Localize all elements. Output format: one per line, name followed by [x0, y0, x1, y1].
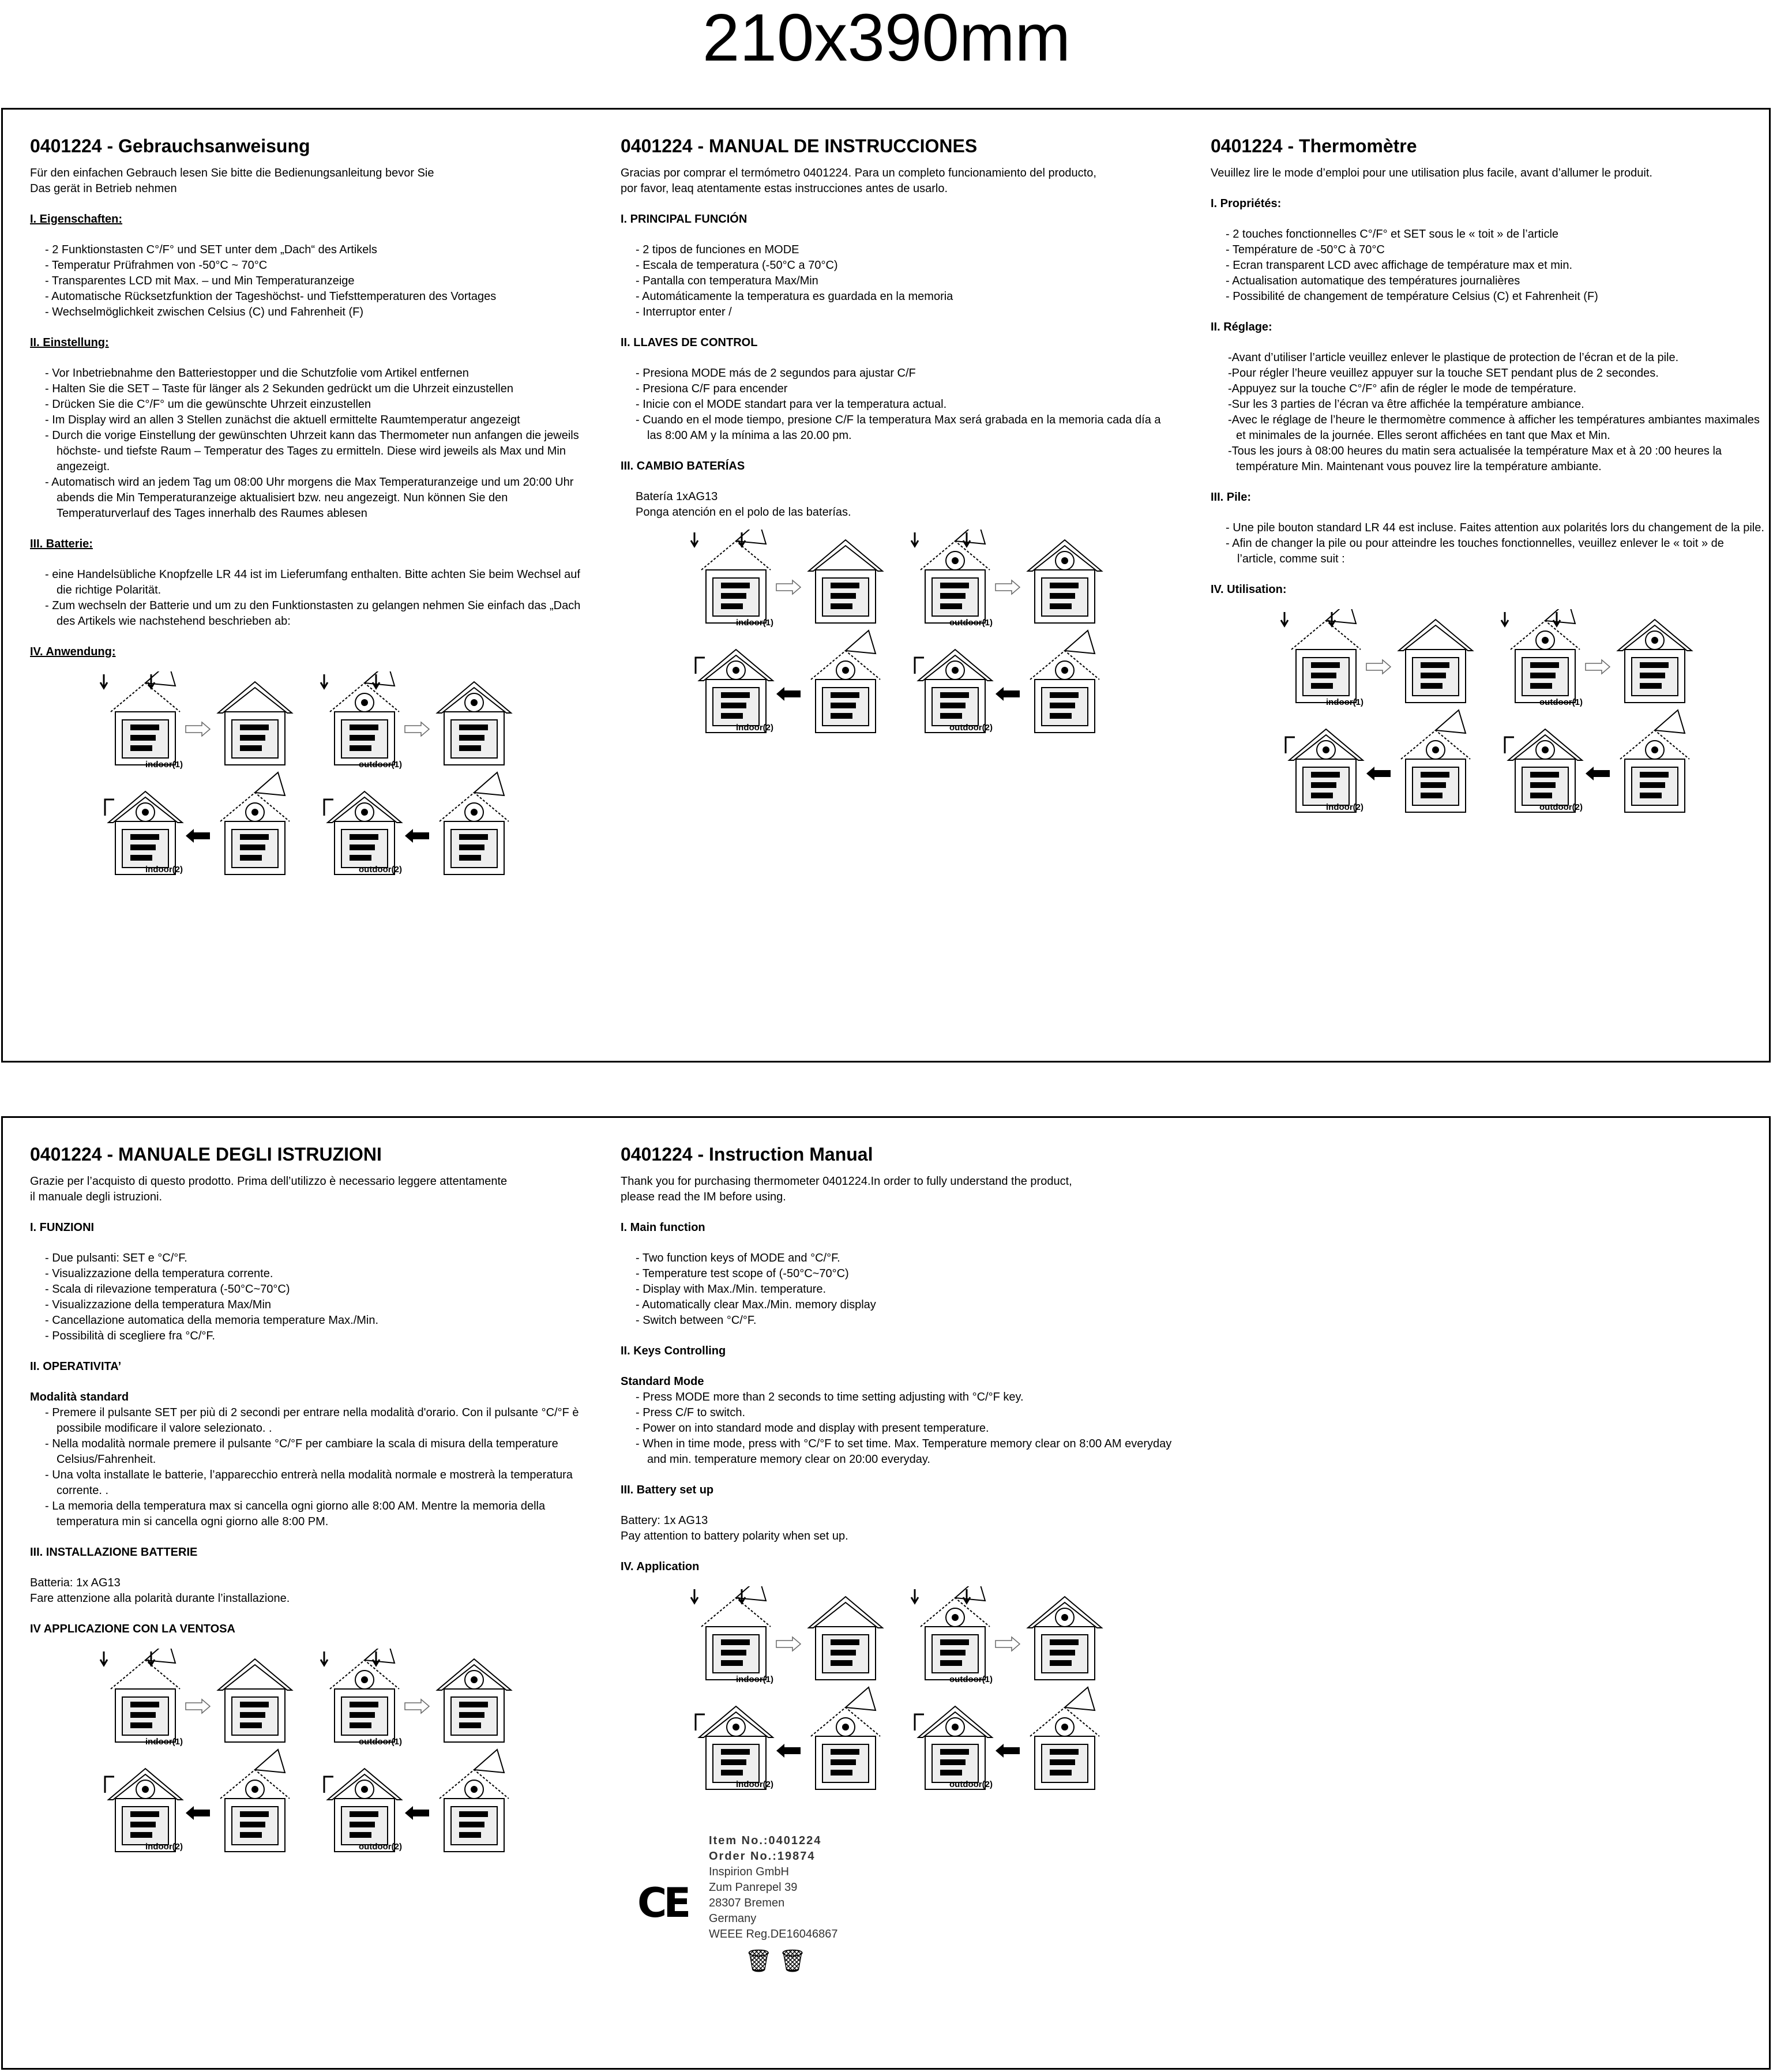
item-number: Item No.:0401224 — [709, 1834, 822, 1847]
list-item: - Wechselmöglichkeit zwischen Celsius (C) und Fahrenheit (F) — [30, 305, 584, 320]
list-item: - Automatische Rücksetzfunktion der Tageshöchst- und Tiefsttemperaturen des Vortages — [30, 289, 584, 305]
spanish-section-2-title: II. LLAVES DE CONTROL — [621, 336, 758, 349]
ce-mark-icon: CE — [637, 1879, 688, 1927]
list-item: - Escala de temperatura (-50°C a 70°C) — [621, 258, 1174, 273]
italian-section-1-title: I. FUNZIONI — [30, 1221, 95, 1234]
italian-heading: 0401224 - MANUALE DEGLI ISTRUZIONI — [30, 1144, 382, 1165]
roof-removal-diagram — [1280, 609, 1695, 817]
list-item: - Afin de changer la pile ou pour atteindre les touches fonctionnelles, veuillez enlever le « toit » de l’article, comme suit : — [1211, 536, 1764, 567]
italian-battery-text: Batteria: 1x AG13 Fare attenzione alla polarità durante l’installazione. — [30, 1576, 290, 1605]
german-section-4-title: IV. Anwendung: — [30, 645, 116, 658]
manufacturer-imprint — [709, 1833, 837, 1942]
french-section-4-title: IV. Utilisation: — [1211, 583, 1287, 596]
diagram-label-outdoor2: outdoor(2) — [949, 1780, 993, 1789]
list-item: - Vor Inbetriebnahme den Batteriestopper und die Schutzfolie vom Artikel entfernen — [30, 366, 584, 381]
english-heading: 0401224 - Instruction Manual — [621, 1144, 873, 1165]
list-item: - Display with Max./Min. temperature. — [621, 1282, 1174, 1297]
english-functions-list — [621, 1251, 1174, 1328]
weee-registration: WEEE Reg.DE16046867 — [709, 1928, 838, 1940]
german-section-3-title: III. Batterie: — [30, 538, 93, 550]
english-section-1-title: I. Main function — [621, 1221, 705, 1234]
list-item: -Pour régler l’heure veuillez appuyer sur la touche SET pendant plus de 2 secondes. — [1228, 367, 1659, 380]
diagram-label-outdoor2: outdoor(2) — [1539, 802, 1583, 812]
page-title: 210x390mm — [702, 0, 1071, 75]
italian-section-4-title: IV APPLICAZIONE CON LA VENTOSA — [30, 1623, 235, 1635]
german-features-list — [30, 242, 584, 320]
list-item: - Temperature test scope of (-50°C~70°C) — [621, 1266, 1174, 1282]
diagram-label-indoor1: indoor(1) — [145, 1737, 183, 1747]
list-item: -Avec le réglage de l’heure le thermomètre commence à afficher les températures ambiantes maximales et minimales de la journée. Elles seront affichées en tant que Max et Min. — [1228, 414, 1760, 442]
list-item: - Visualizzazione della temperatura corrente. — [30, 1266, 584, 1282]
french-settings-list — [1211, 350, 1764, 475]
german-section-1-title: I. Eigenschaften: — [30, 213, 123, 226]
list-item: - Transparentes LCD mit Max. – und Min Temperaturanzeige — [30, 273, 584, 289]
list-item: - Two function keys of MODE and °C/°F. — [621, 1251, 1174, 1266]
diagram-label-indoor1: indoor(1) — [736, 1675, 773, 1684]
list-item: - eine Handelsübliche Knopfzelle LR 44 ist im Lieferumfang enthalten. Bitte achten Sie beim Wechsel auf die richtige Polarität. — [30, 567, 584, 598]
diagram-label-indoor2: indoor(2) — [1326, 802, 1363, 812]
diagram-label-indoor1: indoor(1) — [736, 618, 773, 628]
list-item: -Sur les 3 parties de l’écran va être affichée la température ambiance. — [1228, 398, 1584, 411]
list-item: - Cancellazione automatica della memoria temperature Max./Min. — [30, 1313, 584, 1328]
list-item: - Scala di rilevazione temperatura (-50°C~70°C) — [30, 1282, 584, 1297]
list-item: -Appuyez sur la touche C°/F° afin de régler le mode de température. — [1228, 382, 1577, 395]
list-item: - Température de -50°C à 70°C — [1211, 242, 1764, 258]
list-item: - Switch between °C/°F. — [621, 1313, 1174, 1328]
list-item: - Cuando en el mode tiempo, presione C/F la temperatura Max será grabada en la memoria cada día a las 8:00 AM y la mínima a las 20.00 pm. — [621, 412, 1174, 444]
english-section-3-title: III. Battery set up — [621, 1484, 714, 1496]
diagram-label-indoor1: indoor(1) — [1326, 697, 1363, 707]
list-item: - Actualisation automatique des températures journalières — [1211, 273, 1764, 289]
list-item: - Presiona C/F para encender — [621, 381, 1174, 397]
french-intro: Veuillez lire le mode d’emploi pour une utilisation plus facile, avant d’allumer le produit. — [1211, 167, 1652, 179]
list-item: - Premere il pulsante SET per più di 2 secondi per entrare nella modalità d'orario. Con il pulsante °C/°F è possibile modificare il valore selezionato. . — [30, 1405, 584, 1436]
list-item: - Nella modalità normale premere il pulsante °C/°F per cambiare la scala di misura della temperature Celsius/Fahrenheit. — [30, 1436, 584, 1467]
french-section-1-title: I. Propriétés: — [1211, 197, 1282, 210]
german-battery-list — [30, 567, 584, 629]
german-section-2-title: II. Einstellung: — [30, 336, 109, 349]
english-section-2-title: II. Keys Controlling — [621, 1345, 726, 1357]
list-item: - Durch die vorige Einstellung der gewünschten Uhrzeit kann das Thermometer nun anfangen die jeweils höchste- und tiefste Raum – Temperatur des Tages zu ermitteln. Diese wird jeweils als Max und Min angezeigt. — [30, 428, 584, 475]
roof-removal-diagram — [690, 1586, 1105, 1794]
english-keys-list — [621, 1390, 1174, 1467]
list-item: - Pantalla con temperatura Max/Min — [621, 273, 1174, 289]
italian-standard-mode-title: Modalità standard — [30, 1391, 129, 1403]
crossed-bin-icon: 🗑 🗑 — [745, 1949, 807, 1973]
french-section-3-title: III. Pile: — [1211, 491, 1252, 504]
diagram-label-outdoor2: outdoor(2) — [359, 1842, 402, 1852]
spanish-heading: 0401224 - MANUAL DE INSTRUCCIONES — [621, 136, 978, 156]
roof-removal-diagram — [690, 530, 1105, 737]
spanish-battery-text: Batería 1xAG13 Ponga atención en el polo de las baterías. — [636, 490, 851, 519]
list-item: - Possibilité de changement de température Celsius (C) et Fahrenheit (F) — [1211, 289, 1764, 305]
spanish-functions-list — [621, 242, 1174, 320]
diagram-label-indoor2: indoor(2) — [736, 723, 773, 733]
list-item: - Ecran transparent LCD avec affichage de température max et min. — [1211, 258, 1764, 273]
list-item: -Avant d’utiliser l’article veuillez enlever le plastique de protection de l’écran et de la pile. — [1228, 351, 1679, 364]
german-heading: 0401224 - Gebrauchsanweisung — [30, 136, 310, 156]
city-address: 28307 Bremen — [709, 1897, 785, 1909]
diagram-label-indoor2: indoor(2) — [736, 1780, 773, 1789]
italian-section-2-title: II. OPERATIVITA’ — [30, 1360, 122, 1373]
list-item: - Automáticamente la temperatura es guardada en la memoria — [621, 289, 1174, 305]
list-item: - Drücken Sie die C°/F° um die gewünschte Uhrzeit einzustellen — [30, 397, 584, 412]
list-item: - Automatisch wird an jedem Tag um 08:00 Uhr morgens die Max Temperaturanzeige und um 20:00 Uhr abends die Min Temperaturanzeige aktualisiert bzw. neu angezeigt. Nun können Sie den Temperaturverlauf des Tages innerhalb des Raumes ablesen — [30, 475, 584, 521]
country: Germany — [709, 1912, 757, 1925]
list-item: -Tous les jours à 08:00 heures du matin sera actualisée la température Max et à 20 :00 heures la température Min. Maintenant vous pouvez lire la température ambiante. — [1228, 445, 1722, 473]
list-item: - 2 touches fonctionnelles C°/F° et SET sous le « toit » de l’article — [1211, 227, 1764, 242]
diagram-label-indoor2: indoor(2) — [145, 865, 183, 874]
instruction-sheet-2 — [1, 1116, 1771, 2070]
list-item: - Una volta installate le batterie, l’apparecchio entrerà nella modalità normale e mostrerà la temperatura corrente. . — [30, 1467, 584, 1499]
italian-section-3-title: III. INSTALLAZIONE BATTERIE — [30, 1546, 198, 1559]
english-section-4-title: IV. Application — [621, 1560, 700, 1573]
list-item: - Une pile bouton standard LR 44 est incluse. Faites attention aux polarités lors du changement de la pile. — [1211, 520, 1764, 536]
english-intro: Thank you for purchasing thermometer 0401224.In order to fully understand the product, please read the IM before using. — [621, 1175, 1072, 1203]
list-item: - Automatically clear Max./Min. memory display — [621, 1297, 1174, 1313]
italian-operation-list — [30, 1405, 584, 1530]
list-item: - When in time mode, press with °C/°F to set time. Max. Temperature memory clear on 8:00 AM everyday and min. temperature memory clear on 20:00 everyday. — [621, 1436, 1174, 1467]
spanish-section-1-title: I. PRINCIPAL FUNCIÓN — [621, 213, 747, 226]
french-section-2-title: II. Réglage: — [1211, 321, 1272, 333]
instruction-sheet-1 — [1, 108, 1771, 1063]
italian-functions-list — [30, 1251, 584, 1344]
list-item: - Visualizzazione della temperatura Max/Min — [30, 1297, 584, 1313]
spanish-column — [621, 110, 1174, 737]
french-properties-list — [1211, 227, 1764, 305]
roof-removal-diagram — [99, 1649, 514, 1856]
list-item: - Inicie con el MODE standart para ver la temperatura actual. — [621, 397, 1174, 412]
list-item: - Halten Sie die SET – Taste für länger als 2 Sekunden gedrückt um die Uhrzeit einzustellen — [30, 381, 584, 397]
diagram-label-indoor1: indoor(1) — [145, 760, 183, 770]
diagram-label-outdoor1: outdoor(1) — [949, 1675, 993, 1684]
order-number: Order No.:19874 — [709, 1850, 816, 1863]
german-settings-list — [30, 366, 584, 521]
list-item: - Zum wechseln der Batterie und um zu den Funktionstasten zu gelangen nehmen Sie einfach das „Dach des Artikels wie nachstehend beschrieben ab: — [30, 598, 584, 629]
italian-column — [30, 1118, 584, 1856]
list-item: - Temperatur Prüfrahmen von -50°C ~ 70°C — [30, 258, 584, 273]
spanish-controls-list — [621, 366, 1174, 444]
company-name: Inspirion GmbH — [709, 1865, 789, 1878]
list-item: - Im Display wird an allen 3 Stellen zunächst die aktuell ermittelte Raumtemperatur angezeigt — [30, 412, 584, 428]
diagram-label-outdoor1: outdoor(1) — [359, 1737, 402, 1747]
list-item: - 2 tipos de funciones en MODE — [621, 242, 1174, 258]
italian-intro: Grazie per l’acquisto di questo prodotto. Prima dell’utilizzo è necessario leggere attentamente il manuale degli istruzioni. — [30, 1175, 508, 1203]
diagram-label-outdoor2: outdoor(2) — [359, 865, 402, 874]
german-column — [30, 110, 584, 879]
list-item: - Press MODE more than 2 seconds to time setting adjusting with °C/°F key. — [621, 1390, 1174, 1405]
english-column — [621, 1118, 1174, 1794]
german-intro: Für den einfachen Gebrauch lesen Sie bitte die Bedienungsanleitung bevor Sie Das gerät in Betrieb nehmen — [30, 167, 434, 195]
list-item: - La memoria della temperatura max si cancella ogni giorno alle 8:00 AM. Mentre la memoria della temperatura min si cancella ogni giorno alle 8:00 PM. — [30, 1499, 584, 1530]
list-item: - Presiona MODE más de 2 segundos para ajustar C/F — [621, 366, 1174, 381]
list-item: - Power on into standard mode and display with present temperature. — [621, 1421, 1174, 1436]
list-item: - Interruptor enter / — [621, 305, 1174, 320]
diagram-label-outdoor1: outdoor(1) — [359, 760, 402, 770]
list-item: - Press C/F to switch. — [621, 1405, 1174, 1421]
diagram-label-outdoor1: outdoor(1) — [949, 618, 993, 628]
english-battery-text: Battery: 1x AG13 Pay attention to battery polarity when set up. — [621, 1514, 848, 1542]
spanish-section-3-title: III. CAMBIO BATERÍAS — [621, 460, 745, 472]
spanish-intro: Gracias por comprar el termómetro 0401224. Para un completo funcionamiento del producto, por favor, leaq atentamente estas instrucciones antes de usarlo. — [621, 167, 1096, 195]
list-item: - 2 Funktionstasten C°/F° und SET unter dem „Dach“ des Artikels — [30, 242, 584, 258]
street-address: Zum Panrepel 39 — [709, 1881, 798, 1894]
french-battery-list — [1211, 520, 1764, 567]
diagram-label-outdoor2: outdoor(2) — [949, 723, 993, 733]
roof-removal-diagram — [99, 671, 514, 879]
french-heading: 0401224 - Thermomètre — [1211, 136, 1417, 156]
diagram-label-outdoor1: outdoor(1) — [1539, 697, 1583, 707]
diagram-label-indoor2: indoor(2) — [145, 1842, 183, 1852]
french-column — [1211, 110, 1764, 817]
list-item: - Possibilità di scegliere fra °C/°F. — [30, 1328, 584, 1344]
list-item: - Due pulsanti: SET e °C/°F. — [30, 1251, 584, 1266]
english-standard-mode-title: Standard Mode — [621, 1375, 704, 1388]
